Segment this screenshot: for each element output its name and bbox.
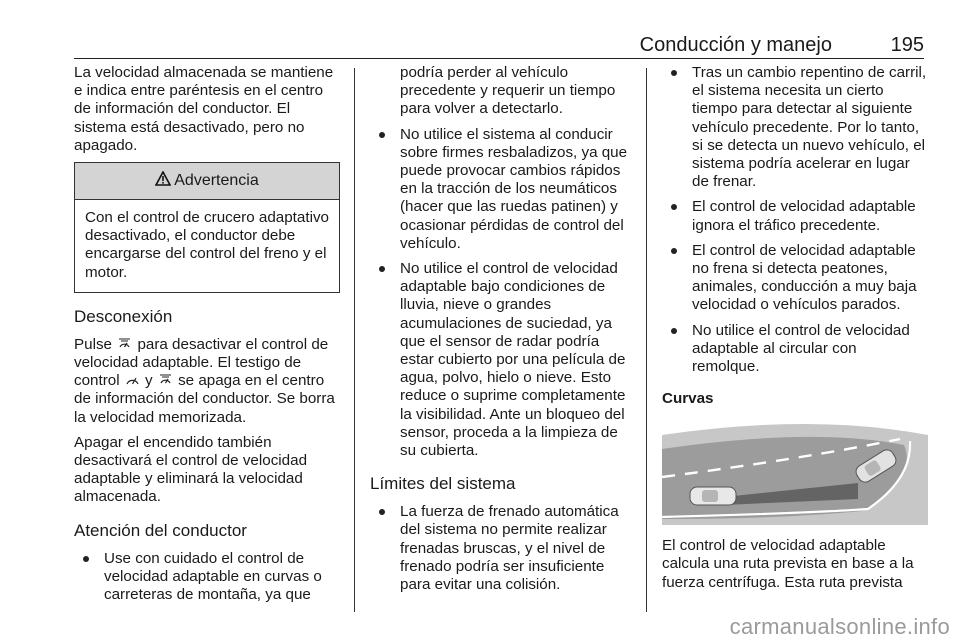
header-title: Conducción y manejo [639,34,832,56]
section-heading-curvas: Curvas [662,390,714,408]
list-item: La fuerza de frenado automática del sistema no permite realizar frenadas bruscas, y el nivel de frenado podría ser insuficiente para evitar una colisión. [370,503,636,594]
column-1 [74,64,340,611]
curve-illustration [662,419,928,525]
adaptive-cruise-icon [117,337,132,350]
intro-paragraph: La velocidad almacenada se mantiene e indica entre paréntesis en el centro de información del conductor. El sistema está desactivado, pero no apagado. [74,64,334,154]
warning-box [74,162,340,293]
text-fragment: Pulse [74,335,117,353]
column-2 [370,64,636,601]
bullet-list [370,503,636,594]
continued-text: podría perder al vehículo precedente y requerir un tiempo para volver a detectarlo. [400,64,616,118]
bullet-list [370,126,636,461]
adaptive-cruise-icon [158,373,173,386]
warning-title: Advertencia [174,171,259,189]
list-item: No utilice el control de velocidad adaptable al circular con remolque. [662,322,928,377]
curvas-paragraph: El control de velocidad adaptable calcula una ruta prevista en base a la fuerza centrífuga. Esta ruta prevista [662,537,914,591]
list-item: Use con cuidado el control de velocidad adaptable en curvas o carreteras de montaña, ya que [74,550,340,605]
list-item: No utilice el sistema al conducir sobre firmes resbaladizos, ya que puede provocar cambios rápidos en la tracción de los neumáticos (hacer que las ruedas patinen) y ocasionar pérdidas de control del vehículo. [370,126,636,253]
list-item: El control de velocidad adaptable ignora el tráfico precedente. [662,198,928,234]
list-item: No utilice el control de velocidad adaptable bajo condiciones de lluvia, nieve o grandes acumulaciones de suciedad, ya que el sensor de radar podría estar cubierto por una película de agua, polvo, hielo o nieve. Esto reduce o suprime completamente la visibilidad. Ante un bloqueo del sensor, proceda a la limpieza de su cubierta. [370,260,636,460]
section-heading-limites: Límites del sistema [370,474,516,494]
desconexion-paragraph-2: Apagar el encendido también desactivará el control de velocidad adaptable y eliminará la velocidad almacenada. [74,433,308,506]
page-number: 195 [890,34,924,56]
own-car-icon [690,487,736,505]
section-heading-desconexion: Desconexión [74,306,173,326]
column-3 [662,64,928,599]
watermark: carmanualsonline.info [729,614,950,639]
header-rule [74,58,924,59]
desconexion-paragraph-1 [74,336,340,427]
warning-header [75,163,339,200]
section-heading-atencion: Atención del conductor [74,520,247,540]
column-divider-1 [354,68,355,612]
text-fragment: y [140,372,157,390]
bullet-list [662,64,928,376]
text-fragment: se apaga en el centro de información del conductor. Se borra la velocidad memorizada. [74,372,335,426]
warning-body: Con el control de crucero adaptativo desactivado, el conductor debe encargarse del control del freno y el motor. [85,209,329,281]
column-divider-2 [646,68,647,612]
list-item: Tras un cambio repentino de carril, el sistema necesita un cierto tiempo para detectar al siguiente vehículo precedente. Por lo tanto, si se detecta un nuevo vehículo, el sistema podría acelerar en lugar de frenar. [662,64,928,191]
cruise-control-icon [125,373,140,386]
bullet-list [74,550,340,605]
text-fragment: para desactivar el control de velocidad adaptable. El testigo de control [74,335,329,390]
list-item: El control de velocidad adaptable no frena si detecta peatones, animales, conducción a muy baja velocidad o vehículos parados. [662,242,928,315]
warning-triangle-icon [155,171,171,191]
